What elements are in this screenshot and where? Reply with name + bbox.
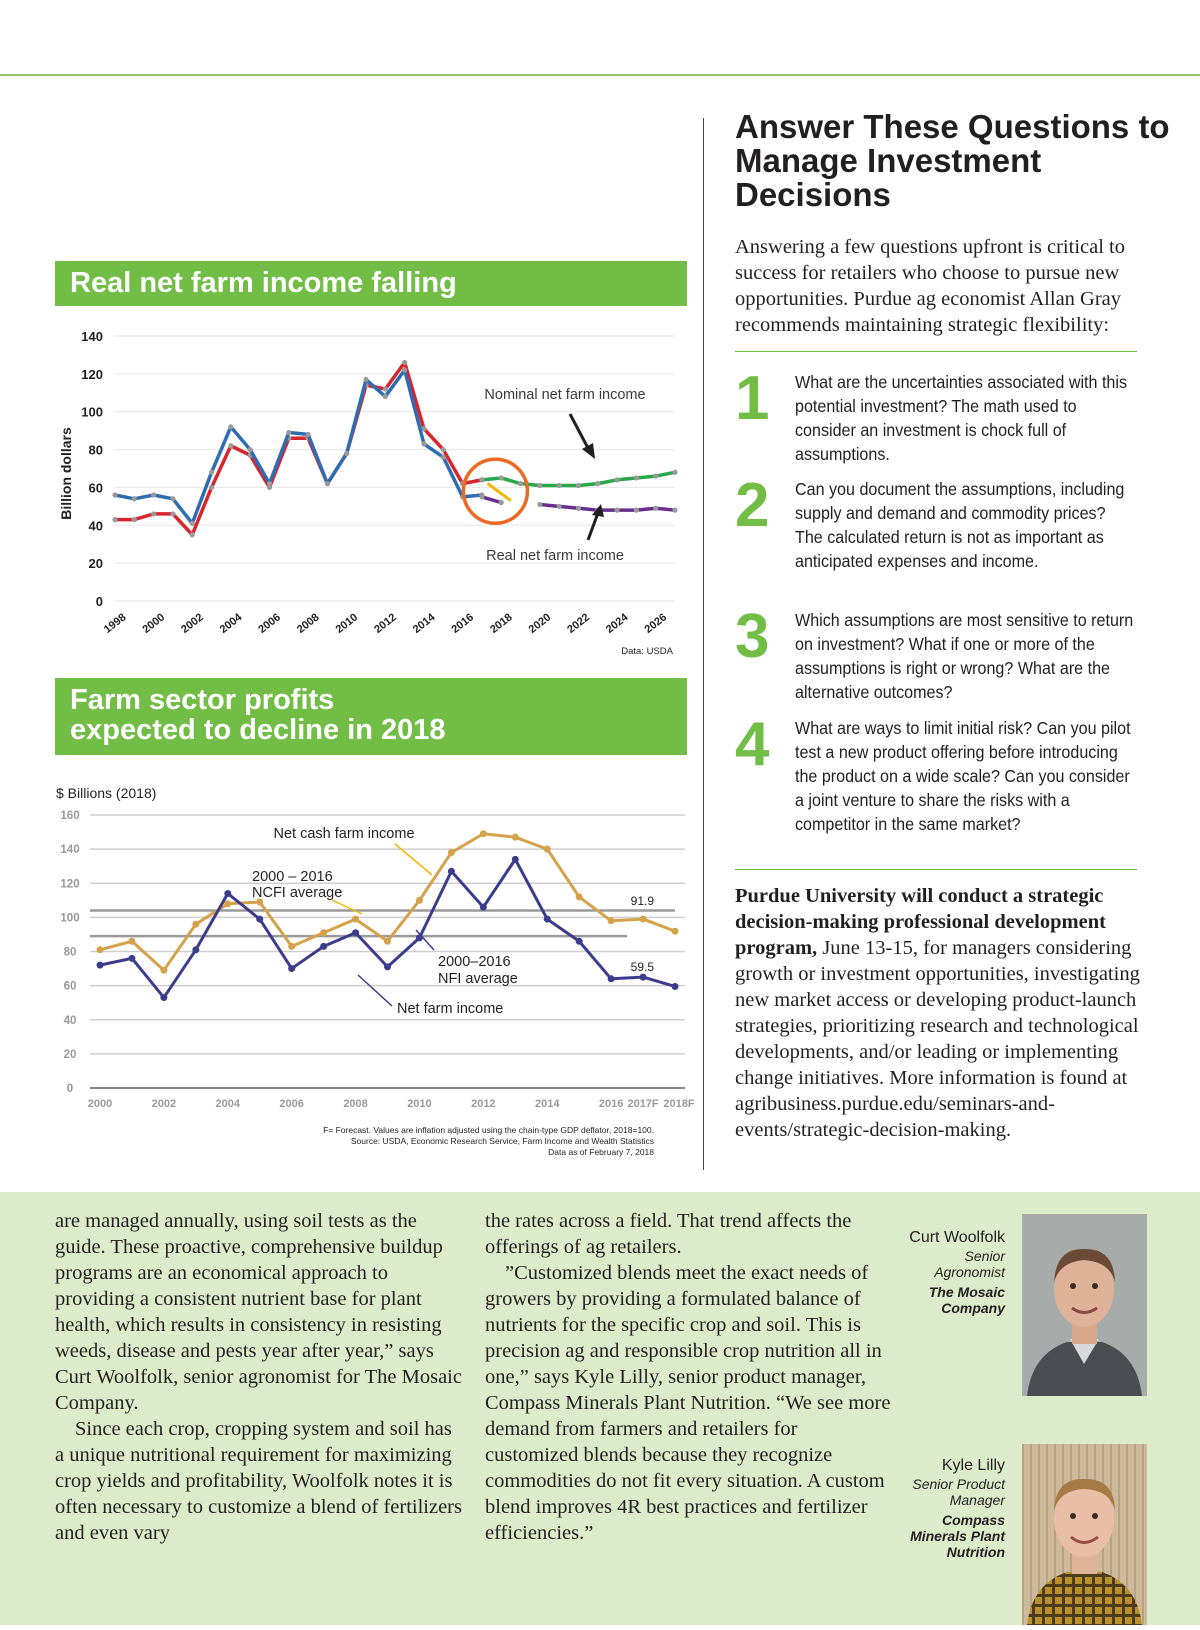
data-point <box>190 532 195 537</box>
arrow-head <box>582 443 595 459</box>
column-divider <box>703 118 704 1170</box>
data-point <box>132 517 137 522</box>
purdue-program-text <box>735 883 1165 1143</box>
pointer-ncfi-avg <box>332 900 362 914</box>
value-ncfi-2018: 91.9 <box>630 894 654 908</box>
data-point <box>325 481 330 486</box>
data-point <box>653 506 658 511</box>
label-nfi-avg: NFI average <box>438 971 518 987</box>
purdue-bold: Purdue University will conduct a strategic decision-making professional development program, <box>735 885 1106 959</box>
y-tick-label: 60 <box>88 480 103 496</box>
data-point <box>288 943 295 950</box>
article-paragraph: are managed annually, using soil tests as the guide. These proactive, comprehensive buildup programs are an economical approach to providing a consistent nutrient base for plant health, which results in consistency in resisting weeds, disease and pests year after year,” says Curt Woolfolk, senior agronomist for The Mosaic Company. <box>55 1210 462 1414</box>
byline-woolfolk <box>855 1228 1005 1316</box>
purdue-rest: June 13-15, for managers considering growth or investment opportunities, investigating new market access or developing product-launch strategies, prioritizing research and technological developments, and/or leading or implementing change initiatives. More information is found at agribusiness.purdue.edu/seminars-and-events/strategic-decision-making. <box>735 937 1140 1141</box>
data-point <box>576 506 581 511</box>
data-point <box>479 494 484 499</box>
chart2-title-line1: Farm sector profits <box>70 684 335 716</box>
person-company: The Mosaic <box>928 1284 1005 1300</box>
data-point <box>190 521 195 526</box>
data-point <box>384 938 391 945</box>
data-point <box>448 849 455 856</box>
y-tick-label: 0 <box>66 1083 74 1095</box>
data-point <box>112 492 117 497</box>
x-tick-label: 2026 <box>642 611 670 636</box>
data-point <box>640 916 647 923</box>
data-point <box>224 900 231 907</box>
data-point <box>383 394 388 399</box>
question-text: Can you document the assumptions, including supply and demand and commodity prices? The calculated return is not as important as anticipated expenses and income. <box>795 479 1125 571</box>
data-point <box>192 921 199 928</box>
article-paragraph: the rates across a field. That trend affects the offerings of ag retailers. <box>485 1210 852 1258</box>
x-tick-label: 2002 <box>151 1098 177 1110</box>
data-point <box>537 483 542 488</box>
article-paragraph: Since each crop, cropping system and soil has a unique nutritional requirement for maximizing crop yields and profitability, Woolfolk notes it is often necessary to customize a blend of fertilizers and even vary <box>55 1418 462 1544</box>
data-point <box>653 473 658 478</box>
annotation-real: Real net farm income <box>486 548 624 564</box>
person-title: Agronomist <box>934 1264 1005 1280</box>
y-tick-label: 60 <box>63 980 77 993</box>
x-tick-label: 2016 <box>449 611 477 636</box>
y-tick-label: 140 <box>60 844 80 857</box>
x-tick-label: 2006 <box>256 611 283 636</box>
data-point <box>518 481 523 486</box>
person-company: Compass <box>941 1512 1005 1528</box>
article-paragraph: ”Customized blends meet the exact needs of growers by providing a formulated balance of nutrients for the specific crop and soil. This is precision ag and responsible crop nutrition all in one,” says Kyle Lilly, senior product manager, Compass Minerals Plant Nutrition. “We see more demand from farmers and retailers for customized blends because they recognize commodities do not fit every situation. A custom blend improves 4R best practices and fertilizer efficiencies.” <box>485 1262 891 1544</box>
data-point <box>352 916 359 923</box>
data-point <box>209 470 214 475</box>
y-tick-label: 120 <box>81 366 103 382</box>
data-point <box>160 994 167 1001</box>
data-point <box>672 470 677 475</box>
x-tick-label: 2020 <box>526 611 554 636</box>
chart1-header <box>55 261 687 306</box>
label-nfi: Net farm income <box>397 1001 504 1017</box>
footnote: Source: USDA, Economic Research Service, Farm Income and Wealth Statistics <box>350 1136 654 1146</box>
chart2-svg <box>50 780 695 1180</box>
data-point <box>448 868 455 875</box>
question-number: 1 <box>735 364 770 433</box>
article-column-2 <box>485 1208 895 1546</box>
data-point <box>608 975 615 982</box>
x-tick-label: 2006 <box>279 1098 304 1110</box>
series-line <box>100 834 675 971</box>
data-point <box>209 485 214 490</box>
chart2-header <box>55 678 687 755</box>
data-point <box>608 917 615 924</box>
person-company: Nutrition <box>946 1544 1005 1560</box>
question-text: Which assumptions are most sensitive to return on investment? What if one or more of the assumptions is right or wrong? What are the alternative outcomes? <box>795 610 1134 702</box>
footnote: Data as of February 7, 2018 <box>548 1147 654 1157</box>
y-axis-label: Billion dollars <box>58 427 74 520</box>
data-point <box>480 830 487 837</box>
x-tick-label: 2010 <box>407 1098 432 1110</box>
data-point <box>151 511 156 516</box>
data-point <box>480 904 487 911</box>
question-text: What are the uncertainties associated with this potential investment? The math used to consider an investment is chock full of assumptions. <box>795 372 1128 464</box>
y-tick-label: 0 <box>95 594 103 609</box>
data-point <box>402 360 407 365</box>
data-point <box>383 386 388 391</box>
data-point <box>132 496 137 501</box>
y-tick-label: 80 <box>88 442 103 458</box>
data-point <box>170 496 175 501</box>
data-point <box>402 367 407 372</box>
data-point <box>640 974 647 981</box>
footnote: F= Forecast. Values are inflation adjusted using the chain-type GDP deflator, 2018=100. <box>323 1125 654 1135</box>
data-point <box>97 946 104 953</box>
series-line <box>115 363 482 535</box>
data-point <box>344 451 349 456</box>
data-point <box>128 938 135 945</box>
x-tick-label: 1998 <box>101 611 129 636</box>
x-tick-label: 2016 <box>598 1098 624 1110</box>
data-point <box>228 443 233 448</box>
y-tick-label: 40 <box>88 518 103 534</box>
data-point <box>672 928 679 935</box>
pointer-nfi <box>358 975 392 1006</box>
data-point <box>320 943 327 950</box>
data-point <box>112 517 117 522</box>
x-tick-label: 2012 <box>471 1098 496 1110</box>
label-ncfi: Net cash farm income <box>273 826 415 842</box>
x-tick-label: 2014 <box>534 1098 560 1110</box>
chart1-svg <box>55 318 687 663</box>
chart1-title: Real net farm income falling <box>70 267 457 299</box>
y-tick-label: 40 <box>63 1014 77 1027</box>
data-point <box>160 967 167 974</box>
data-point <box>557 504 562 509</box>
data-point <box>416 897 423 904</box>
data-point <box>421 441 426 446</box>
x-tick-label: 2012 <box>372 611 399 636</box>
data-point <box>614 477 619 482</box>
data-point <box>320 929 327 936</box>
data-point <box>634 475 639 480</box>
data-point <box>479 477 484 482</box>
data-point <box>576 483 581 488</box>
top-rule <box>0 74 1200 76</box>
byline-lilly <box>855 1456 1005 1560</box>
question-number: 4 <box>735 710 770 779</box>
data-point <box>170 511 175 516</box>
data-point <box>672 508 677 513</box>
x-tick-label: 2008 <box>343 1098 368 1110</box>
question-number: 2 <box>735 471 770 540</box>
data-source: Data: USDA <box>621 646 673 657</box>
x-tick-label: 2017F <box>627 1098 659 1110</box>
chart2-title-line2: expected to decline in 2018 <box>70 714 446 746</box>
x-tick-label: 2018F <box>663 1098 695 1110</box>
data-point <box>363 377 368 382</box>
data-point <box>441 455 446 460</box>
data-point <box>192 946 199 953</box>
series-line <box>115 370 482 523</box>
arrow-nominal <box>570 414 589 450</box>
data-point <box>595 481 600 486</box>
label-nfi-avg: 2000–2016 <box>438 954 511 970</box>
x-tick-label: 2000 <box>87 1098 113 1110</box>
y-tick-label: 20 <box>63 1048 77 1061</box>
question-text: What are ways to limit initial risk? Can you pilot test a new product offering before introducing the product on a wide scale? Can you consider a joint venture to share the risks with a competitor in the same market? <box>795 718 1131 834</box>
data-point <box>97 962 104 969</box>
highlight-circle <box>463 459 527 523</box>
x-tick-label: 2004 <box>217 611 245 636</box>
data-point <box>512 856 519 863</box>
data-point <box>288 965 295 972</box>
data-point <box>128 955 135 962</box>
person-company: Company <box>941 1300 1005 1316</box>
data-point <box>634 508 639 513</box>
series-line <box>482 497 501 503</box>
woolfolk-photo <box>1022 1214 1147 1396</box>
data-point <box>512 834 519 841</box>
data-point <box>416 934 423 941</box>
data-point <box>151 492 156 497</box>
series-line <box>100 859 675 997</box>
person-title: Senior Product <box>912 1476 1005 1492</box>
data-point <box>499 475 504 480</box>
sidebar-intro: Answering a few questions upfront is critical to success for retailers who choose to pursue new opportunities. Purdue ag economist Allan Gray recommends maintaining strategic flexibility: <box>735 236 1125 336</box>
data-point <box>248 447 253 452</box>
data-point <box>286 430 291 435</box>
data-point <box>228 424 233 429</box>
x-tick-label: 2022 <box>565 611 592 636</box>
data-point <box>544 846 551 853</box>
data-point <box>557 483 562 488</box>
person-name: Curt Woolfolk <box>909 1229 1005 1246</box>
x-tick-label: 2008 <box>294 611 322 636</box>
data-point <box>256 916 263 923</box>
y-tick-label: 160 <box>60 810 80 822</box>
annotation-nominal: Nominal net farm income <box>484 387 646 403</box>
person-title: Manager <box>949 1492 1005 1508</box>
question-number: 3 <box>735 602 770 671</box>
x-tick-label: 2002 <box>179 611 206 636</box>
data-point <box>614 508 619 513</box>
value-nfi-2018: 59.5 <box>630 960 654 974</box>
x-tick-label: 2024 <box>603 611 631 636</box>
data-point <box>352 929 359 936</box>
y-tick-label: 120 <box>60 878 80 891</box>
data-point <box>576 893 583 900</box>
person-photo-icon <box>1022 1214 1147 1396</box>
y-tick-label: 20 <box>88 556 103 572</box>
y-tick-label: 140 <box>81 329 103 344</box>
y-tick-label: 100 <box>60 912 80 925</box>
x-tick-label: 2004 <box>215 1098 241 1110</box>
sidebar-rule-top <box>735 351 1137 352</box>
person-title: Senior <box>964 1248 1005 1264</box>
y-tick-label: 100 <box>81 404 103 420</box>
label-ncfi-avg: 2000 – 2016 <box>252 869 333 885</box>
person-name: Kyle Lilly <box>941 1457 1005 1474</box>
data-point <box>672 983 679 990</box>
data-point <box>576 938 583 945</box>
y-axis-label: $ Billions (2018) <box>56 785 157 801</box>
x-tick-label: 2014 <box>410 611 438 636</box>
data-point <box>544 916 551 923</box>
data-point <box>499 500 504 505</box>
label-ncfi-avg: NCFI average <box>252 885 343 901</box>
sidebar-rule-bottom <box>735 869 1137 870</box>
person-photo-icon <box>1022 1444 1147 1625</box>
y-tick-label: 80 <box>63 946 77 959</box>
lilly-photo <box>1022 1444 1147 1625</box>
data-point <box>441 447 446 452</box>
x-tick-label: 2010 <box>333 611 361 636</box>
x-tick-label: 2000 <box>140 611 168 636</box>
person-company: Minerals Plant <box>910 1528 1005 1544</box>
data-point <box>224 890 231 897</box>
data-point <box>306 432 311 437</box>
data-point <box>384 963 391 970</box>
arrow-real <box>588 513 598 540</box>
article-column-1 <box>55 1208 465 1546</box>
sidebar-title: Answer These Questions to Manage Investment Decisions <box>735 108 1170 213</box>
data-point <box>267 481 272 486</box>
x-tick-label: 2018 <box>488 611 515 636</box>
data-point <box>537 502 542 507</box>
